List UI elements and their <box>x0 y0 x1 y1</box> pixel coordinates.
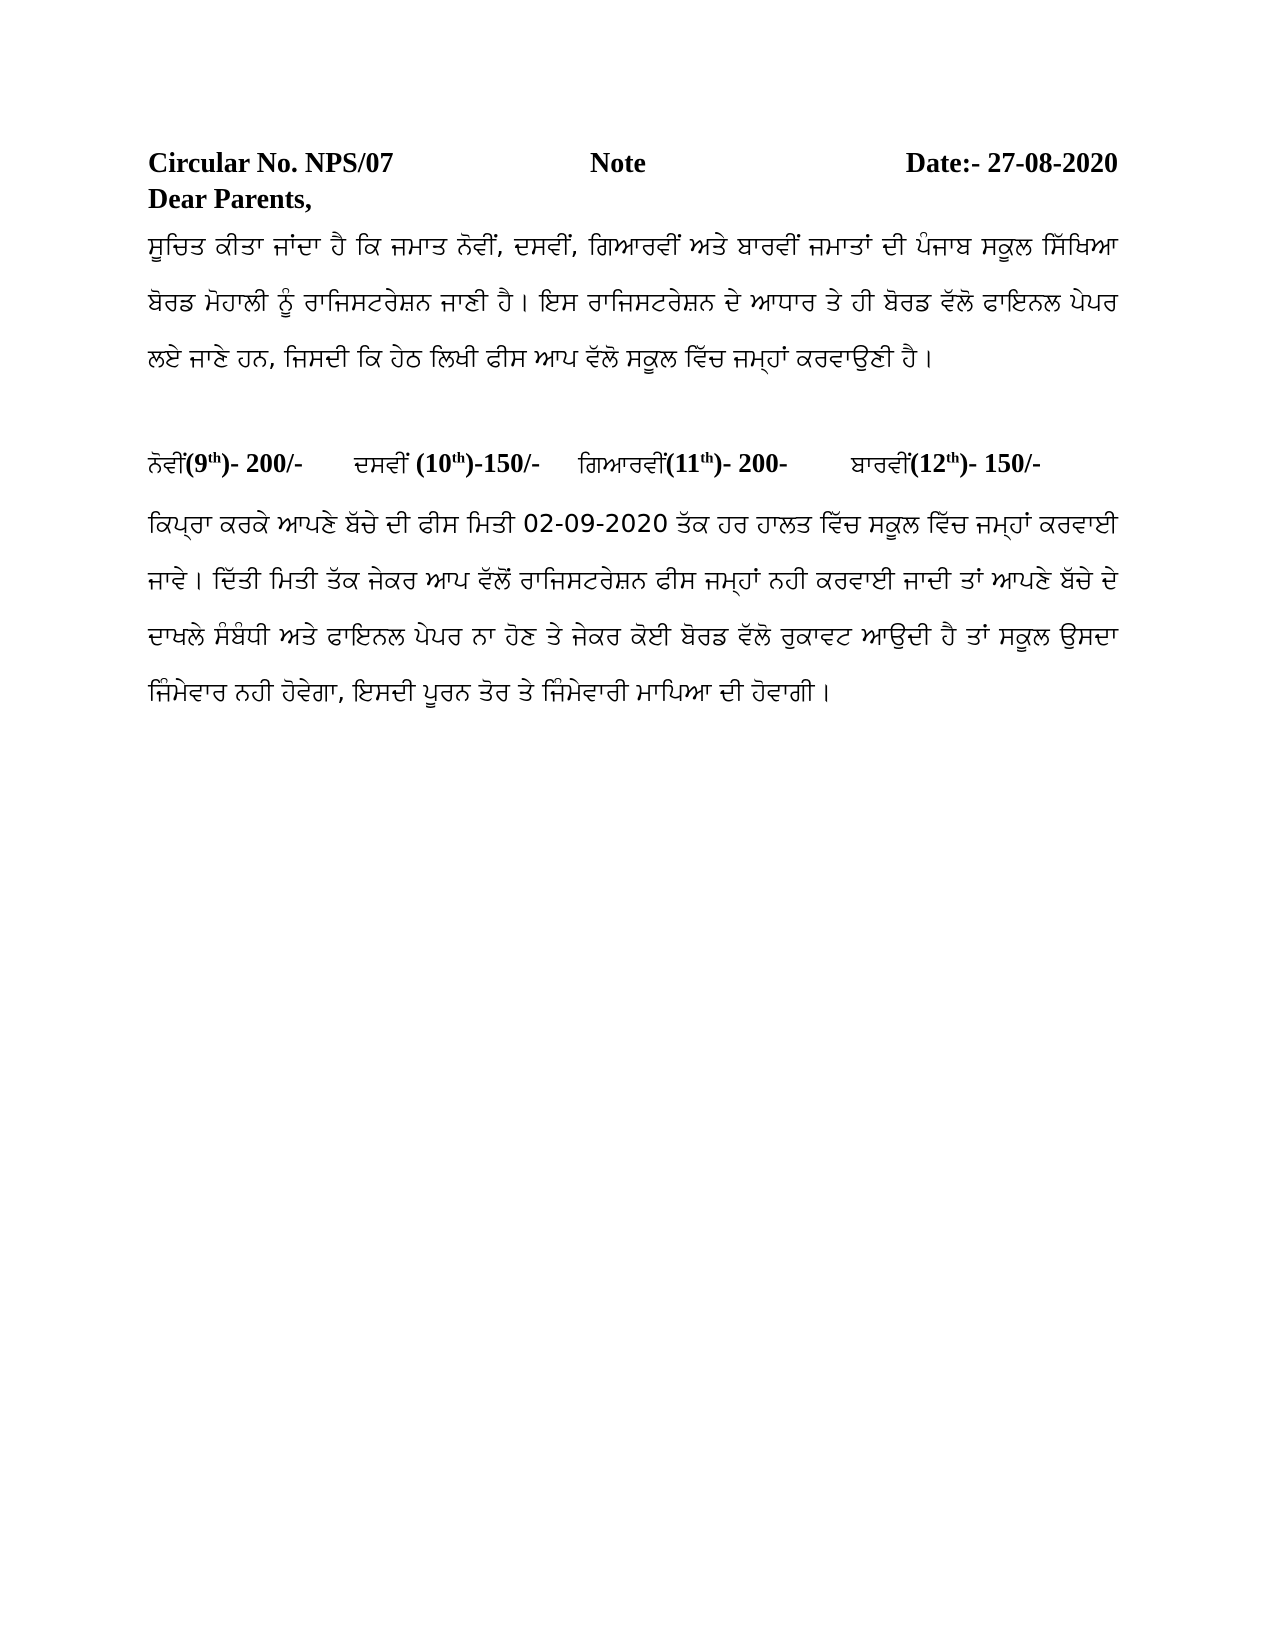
circular-header <box>148 148 1118 188</box>
note-heading: Note <box>590 148 646 179</box>
fee-item-12th <box>851 448 1041 479</box>
fee-item-10th <box>354 448 540 479</box>
fee-class-label: ਨੋਵੀਂ <box>148 450 186 478</box>
circular-number: Circular No. NPS/07 <box>148 148 394 179</box>
paragraph-registration-info: ਸੂਚਿਤ ਕੀਤਾ ਜਾਂਦਾ ਹੈ ਕਿ ਜਮਾਤ ਨੋਵੀਂ, ਦਸਵੀਂ, ਗਿਆਰਵੀਂ ਅਤੇ ਬਾਰਵੀਂ ਜਮਾਤਾਂ ਦੀ ਪੰਜਾਬ ਸਕੂਲ ਸਿੱਖਿਆ ਬੋਰਡ ਮੋਹਾਲੀ ਨੂੰ ਰਾਜਿਸਟਰੇਸ਼ਨ ਜਾਣੀ ਹੈ। ਇਸ ਰਾਜਿਸਟਰੇਸ਼ਨ ਦੇ ਆਧਾਰ ਤੇ ਹੀ ਬੋਰਡ ਵੱਲੋ ਫਾਇਨਲ ਪੇਪਰ ਲਏ ਜਾਣੇ ਹਨ, ਜਿਸਦੀ ਕਿ ਹੇਠ ਲਿਖੀ ਫੀਸ ਆਪ ਵੱਲੋ ਸਕੂਲ ਵਿੱਚ ਜਮ੍ਹਾਂ ਕਰਵਾਉਣੀ ਹੈ। <box>148 231 1118 372</box>
fee-amount: )-150/- <box>465 448 541 478</box>
fee-list <box>148 448 1118 498</box>
fee-class-suffix: th <box>207 450 222 467</box>
salutation: Dear Parents, <box>148 184 312 215</box>
fee-class-number: (9 <box>185 448 208 478</box>
fee-class-label: ਬਾਰਵੀਂ <box>851 450 910 478</box>
fee-item-11th <box>578 448 788 479</box>
fee-amount: )- 200/- <box>221 448 303 478</box>
fee-amount: )- 200- <box>713 448 788 478</box>
fee-class-suffix: th <box>700 450 714 467</box>
fee-class-number: (12 <box>909 448 946 478</box>
paragraph-deadline-info: ਕਿਪ੍ਰਾ ਕਰਕੇ ਆਪਣੇ ਬੱਚੇ ਦੀ ਫੀਸ ਮਿਤੀ 02-09-2020 ਤੱਕ ਹਰ ਹਾਲਤ ਵਿੱਚ ਸਕੂਲ ਵਿੱਚ ਜਮ੍ਹਾਂ ਕਰਵਾਈ ਜਾਵੇ। ਦਿੱਤੀ ਮਿਤੀ ਤੱਕ ਜੇਕਰ ਆਪ ਵੱਲੋਂ ਰਾਜਿਸਟਰੇਸ਼ਨ ਫੀਸ ਜਮ੍ਹਾਂ ਨਹੀ ਕਰਵਾਈ ਜਾਦੀ ਤਾਂ ਆਪਣੇ ਬੱਚੇ ਦੇ ਦਾਖਲੇ ਸੰਬੰਧੀ ਅਤੇ ਫਾਇਨਲ ਪੇਪਰ ਨਾ ਹੋਣ ਤੇ ਜੇਕਰ ਕੋਈ ਬੋਰਡ ਵੱਲੋ ਰੁਕਾਵਟ ਆਉਦੀ ਹੈ ਤਾਂ ਸਕੂਲ ਉਸਦਾ ਜਿੰਮੇਵਾਰ ਨਹੀ ਹੋਵੇਗਾ, ਇਸਦੀ ਪੂਰਨ ਤੋਰ ਤੇ ਜਿੰਮੇਵਾਰੀ ਮਾਪਿਆ ਦੀ ਹੋਵਾਗੀ। <box>148 509 1118 706</box>
fee-amount: )- 150/- <box>959 448 1042 478</box>
fee-class-number: (11 <box>665 448 701 478</box>
fee-class-suffix: th <box>451 450 466 467</box>
fee-class-suffix: th <box>945 450 960 467</box>
fee-class-label: ਦਸਵੀਂ <box>354 450 416 478</box>
circular-date: Date:- 27-08-2020 <box>905 148 1118 179</box>
fee-item-9th <box>148 448 303 479</box>
fee-class-label: ਗਿਆਰਵੀਂ <box>578 450 666 478</box>
fee-class-number: (10 <box>415 448 452 478</box>
